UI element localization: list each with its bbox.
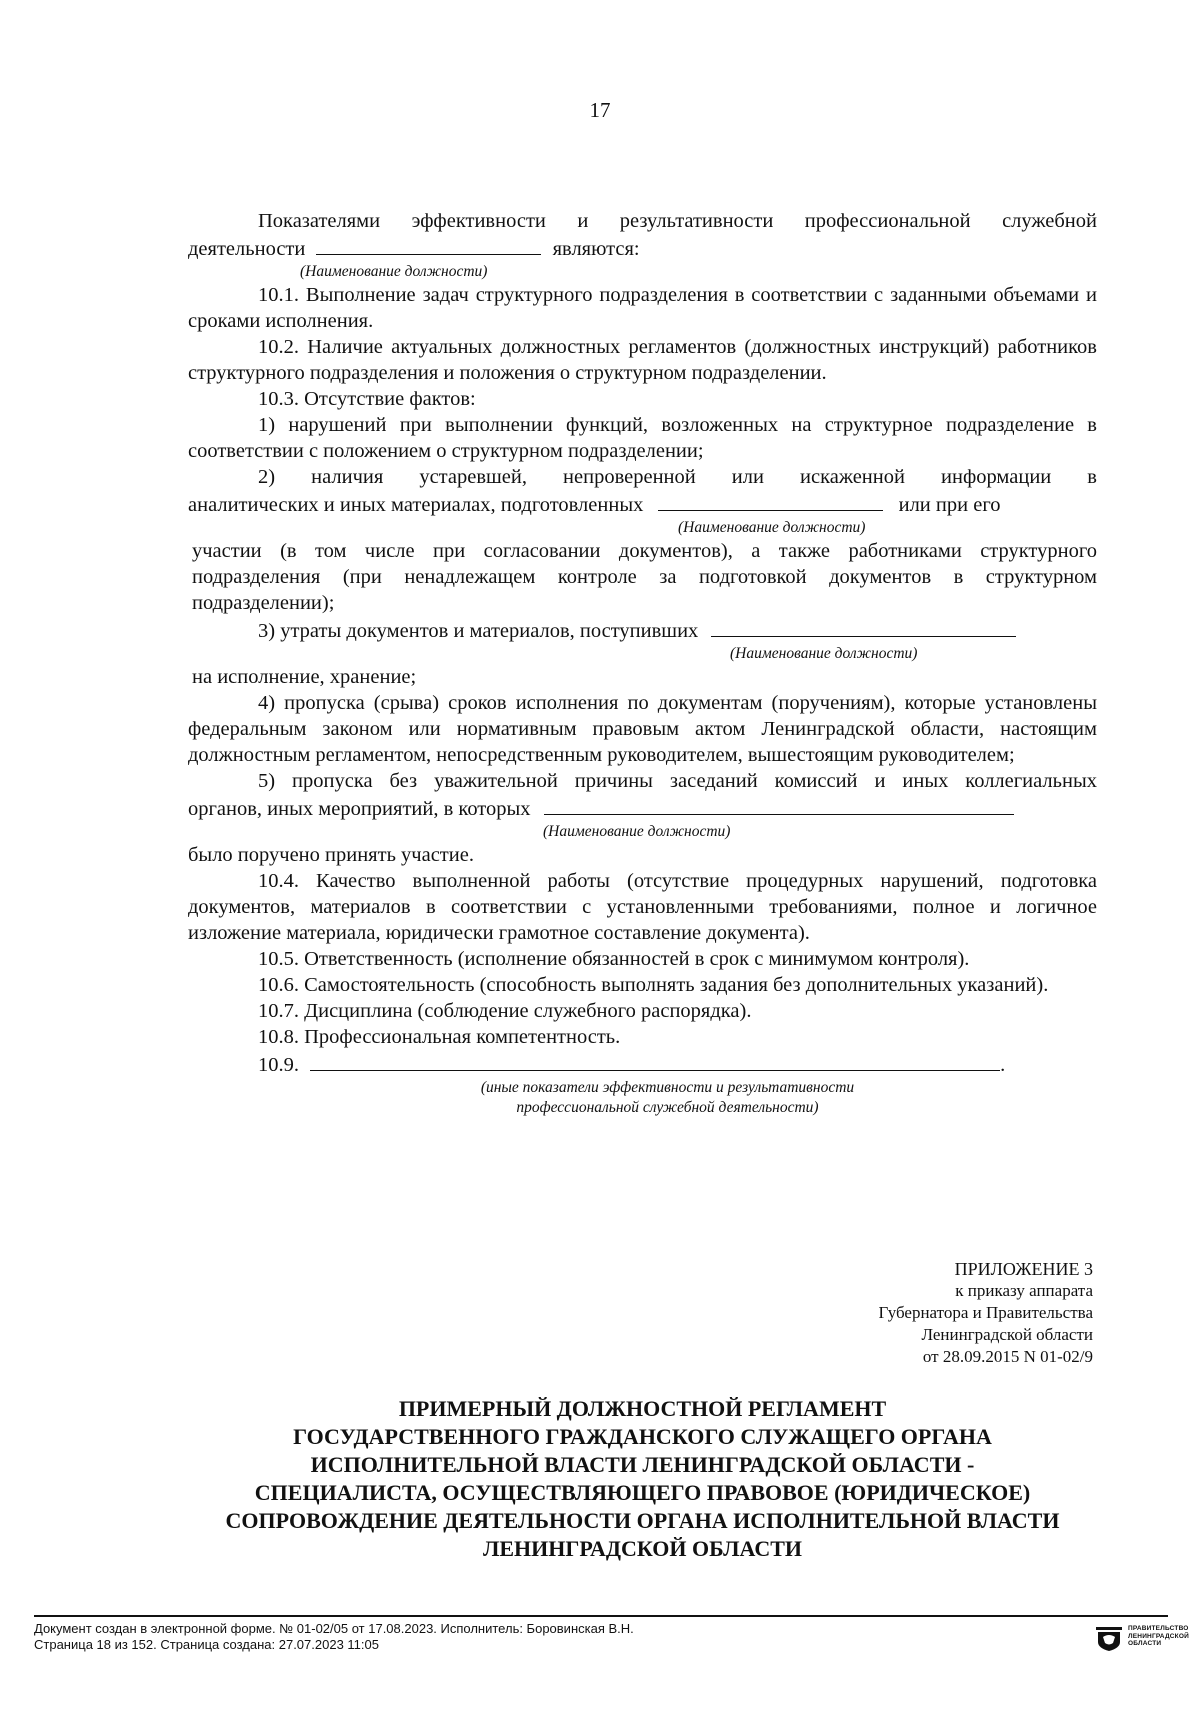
intro-line-1: Показателями эффективности и результативности профессиональной служебной [258, 210, 1097, 232]
fact-5-line-2-start: органов, иных мероприятий, в которых [188, 798, 531, 820]
item-10-5: 10.5. Ответственность (исполнение обязанностей в срок с минимумом контроля). [258, 948, 970, 970]
other-indicators-caption-1: (иные показатели эффективности и результативности [480, 1079, 855, 1096]
appendix-line-3: Ленинградской области [921, 1325, 1093, 1344]
document-footer [34, 1615, 1189, 1652]
item-10-4: 10.4. Качество выполненной работы (отсутствие процедурных нарушений, подготовка документов, материалов в соответствии с установленными требованиями, полное и логичное изложение материала, юридически грамотное составление документа). [188, 870, 1097, 944]
fact-1: 1) нарушений при выполнении функций, возложенных на структурное подразделение в соответствии с положением о структурном подразделении; [188, 414, 1097, 462]
intro-line-2-start: деятельности [188, 238, 306, 260]
fact-3-continuation: на исполнение, хранение; [192, 666, 417, 688]
page-number: 17 [589, 98, 611, 122]
fact-2-line-1: 2) наличия устаревшей, непроверенной или искаженной информации в [258, 466, 1097, 488]
item-10-2: 10.2. Наличие актуальных должностных регламентов (должностных инструкций) работников структурного подразделения и положения о структурном подразделении. [188, 336, 1097, 384]
title-line-5: СОПРОВОЖДЕНИЕ ДЕЯТЕЛЬНОСТИ ОРГАНА ИСПОЛНИТЕЛЬНОЙ ВЛАСТИ [225, 1508, 1060, 1533]
fact-5-line-1: 5) пропуска без уважительной причины заседаний комиссий и иных коллегиальных [258, 770, 1097, 792]
fact-5-continuation: было поручено принять участие. [188, 844, 474, 866]
item-10-7: 10.7. Дисциплина (соблюдение служебного распорядка). [258, 1000, 752, 1022]
appendix-line-4: от 28.09.2015 N 01-02/9 [922, 1347, 1093, 1366]
fact-2-continuation: участии (в том числе при согласовании документов), а также работниками структурного подразделения (при ненадлежащем контроле за подготовкой документов в структурном подразделении); [192, 540, 1097, 614]
footer-line-2: Страница 18 из 152. Страница создана: 27.07.2023 11:05 [34, 1637, 379, 1652]
fact-2-line-2-start: аналитических и иных материалах, подготовленных [188, 494, 644, 516]
appendix-title: ПРИЛОЖЕНИЕ 3 [954, 1259, 1093, 1279]
government-logo-text [1128, 1625, 1189, 1648]
item-10-8: 10.8. Профессиональная компетентность. [258, 1026, 621, 1048]
item-10-9-label: 10.9. [258, 1054, 299, 1076]
logo-line-1: ПРАВИТЕЛЬСТВО [1128, 1625, 1189, 1632]
intro-line-2 [188, 234, 1097, 262]
fact-2-line-2-end: или при его [898, 494, 1001, 516]
fact-4: 4) пропуска (срыва) сроков исполнения по документам (поручениям), которые установлены федеральным законом или нормативным правовым актом Ленинградской области, настоящим должностным регламентом, непосредственным руководителем, вышестоящим руководителем; [188, 692, 1097, 766]
intro-line-2-end: являются: [552, 238, 640, 260]
item-10-3: 10.3. Отсутствие фактов: [258, 388, 476, 410]
title-line-2: ГОСУДАРСТВЕННОГО ГРАЖДАНСКОГО СЛУЖАЩЕГО ОРГАНА [293, 1424, 992, 1449]
appendix-line-2: Губернатора и Правительства [878, 1303, 1093, 1322]
fact-2-line-2 [188, 490, 1097, 518]
item-10-9-end: . [1000, 1054, 1006, 1076]
coat-of-arms-icon [1096, 1627, 1122, 1651]
document-title [188, 1395, 1097, 1563]
position-blank-2 [658, 490, 883, 511]
position-blank-4 [544, 794, 1014, 815]
title-line-3: ИСПОЛНИТЕЛЬНОЙ ВЛАСТИ ЛЕНИНГРАДСКОЙ ОБЛАСТИ - [310, 1452, 975, 1477]
footer-text [34, 1621, 634, 1653]
position-caption-2: (Наименование должности) [678, 519, 866, 536]
fact-3 [188, 616, 1097, 644]
position-caption-3: (Наименование должности) [730, 645, 918, 662]
logo-line-3: ОБЛАСТИ [1128, 1640, 1162, 1647]
appendix-header [760, 1258, 1093, 1368]
fact-5-line-2 [188, 794, 1097, 822]
item-10-1: 10.1. Выполнение задач структурного подразделения в соответствии с заданными объемами и сроками исполнения. [188, 284, 1097, 332]
fact-3-start: 3) утраты документов и материалов, поступивших [258, 620, 699, 642]
title-line-1: ПРИМЕРНЫЙ ДОЛЖНОСТНОЙ РЕГЛАМЕНТ [398, 1396, 887, 1421]
other-indicators-blank [310, 1050, 1000, 1071]
item-10-6: 10.6. Самостоятельность (способность выполнять задания без дополнительных указаний). [258, 974, 1049, 996]
document-body [188, 208, 1097, 1118]
footer-line-1: Документ создан в электронной форме. № 01-02/05 от 17.08.2023. Исполнитель: Боровинская В.Н. [34, 1621, 634, 1636]
position-blank-3 [711, 616, 1016, 637]
item-10-9 [188, 1050, 1097, 1078]
position-blank-1 [316, 234, 541, 255]
logo-line-2: ЛЕНИНГРАДСКОЙ [1128, 1632, 1189, 1640]
other-indicators-caption-2: профессиональной служебной деятельности) [516, 1099, 819, 1116]
position-caption-4: (Наименование должности) [543, 823, 731, 840]
appendix-line-1: к приказу аппарата [955, 1281, 1093, 1300]
position-caption-1: (Наименование должности) [300, 263, 488, 280]
title-line-6: ЛЕНИНГРАДСКОЙ ОБЛАСТИ [482, 1536, 803, 1561]
title-line-4: СПЕЦИАЛИСТА, ОСУЩЕСТВЛЯЮЩЕГО ПРАВОВОЕ (ЮРИДИЧЕСКОЕ) [254, 1480, 1031, 1505]
